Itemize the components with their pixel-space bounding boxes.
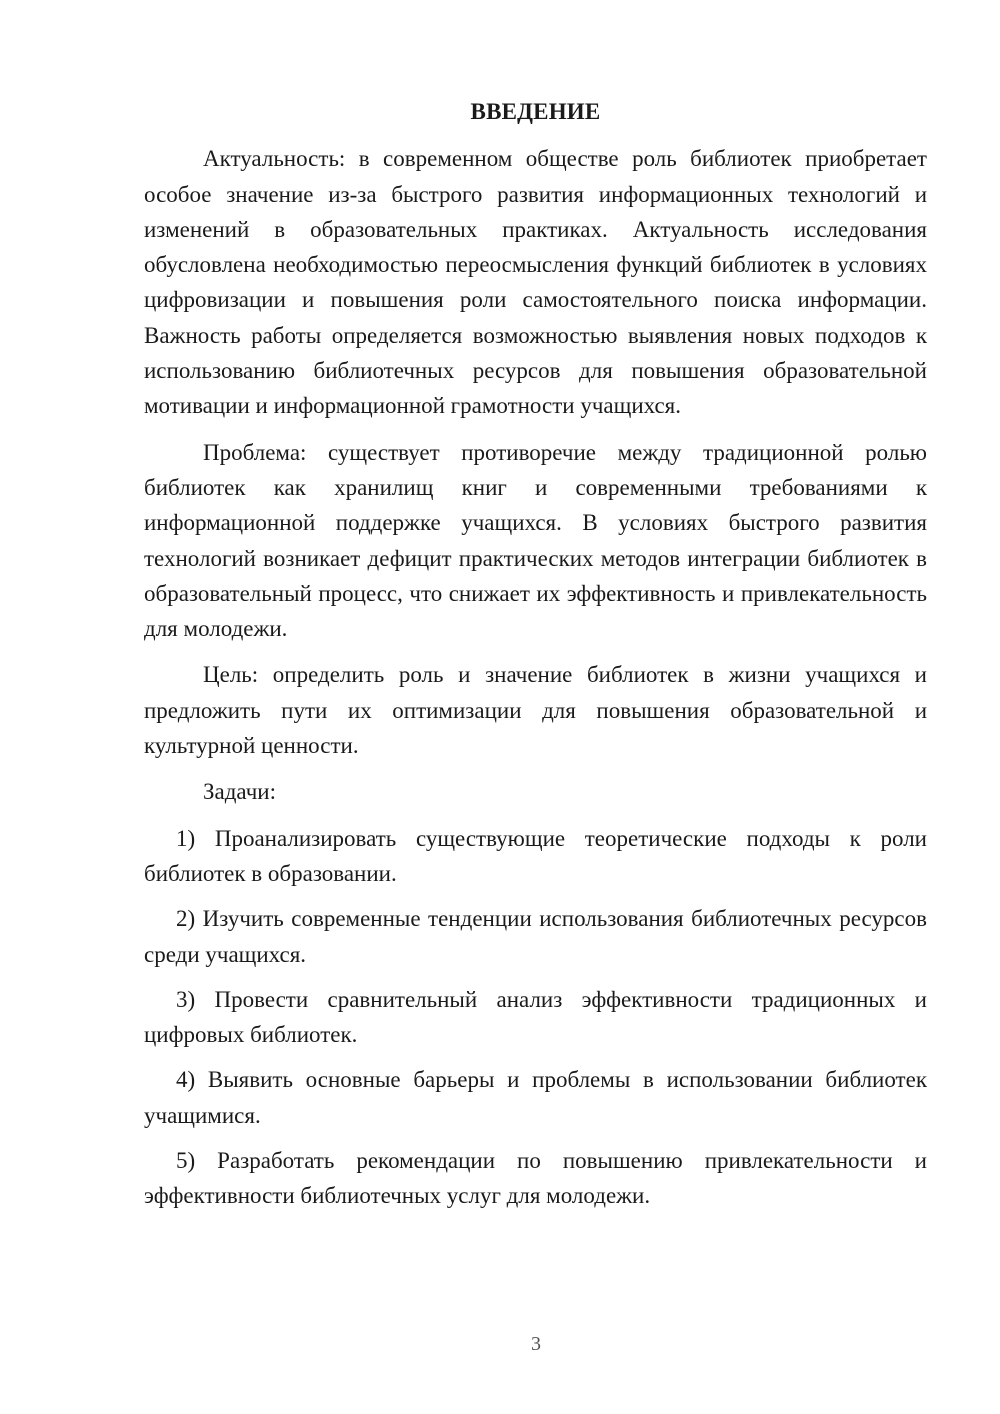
tasks-label: Задачи:: [203, 779, 276, 805]
task-item: 2) Изучить современные тенденции использования библиотечных ресурсов среди учащихся.: [144, 906, 927, 967]
task-item: 3) Провести сравнительный анализ эффективности традиционных и цифровых библиотек.: [144, 986, 927, 1048]
task-list: [144, 821, 927, 1214]
task-item: 1) Проанализировать существующие теоретические подходы к роли библиотек в образовании.: [144, 825, 927, 886]
page-content: [144, 94, 927, 1224]
section-heading: ВВЕДЕНИЕ: [470, 99, 601, 124]
relevance-paragraph: Актуальность: в современном обществе роль библиотек приобретает особое значение из-за быстрого развития информационных технологий и изменений в образовательных практиках. Актуальность исследования обусловлена необходимостью переосмысления функций библиотек в условиях цифровизации и повышения роли самостоятельного поиска информации. Важность работы определяется возможностью выявления новых подходов к использованию библиотечных ресурсов для повышения образовательной мотивации и информационной грамотности учащихся.: [144, 146, 927, 419]
task-item: 4) Выявить основные барьеры и проблемы в использовании библиотек учащимися.: [144, 1067, 927, 1128]
goal-paragraph: Цель: определить роль и значение библиотек в жизни учащихся и предложить пути их оптимизации для повышения образовательной и культурной ценности.: [144, 662, 927, 759]
problem-paragraph: Проблема: существует противоречие между традиционной ролью библиотек как хранилищ книг и современными требованиями к информационной поддержке учащихся. В условиях быстрого развития технологий возникает дефицит практических методов интеграции библиотек в образовательный процесс, что снижает их эффективность и привлекательность для молодежи.: [144, 439, 927, 642]
page-number: 3: [531, 1333, 541, 1355]
task-item: 5) Разработать рекомендации по повышению привлекательности и эффективности библиотечных услуг для молодежи.: [144, 1148, 927, 1209]
